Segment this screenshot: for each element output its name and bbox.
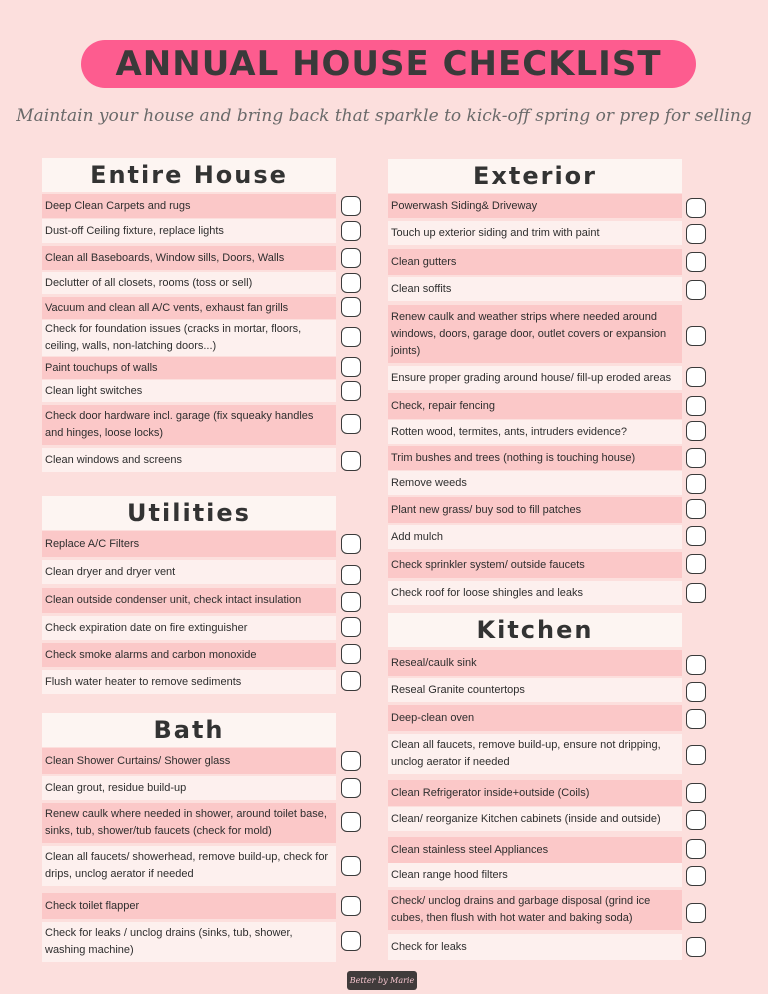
checklist-item: Rotten wood, termites, ants, intruders evidence? bbox=[388, 420, 682, 444]
checklist-item: Check smoke alarms and carbon monoxide bbox=[42, 643, 336, 667]
checkbox[interactable] bbox=[341, 565, 361, 585]
section-title: Exterior bbox=[472, 162, 597, 190]
checkbox[interactable] bbox=[341, 221, 361, 241]
checkbox[interactable] bbox=[341, 451, 361, 471]
checklist-item: Dust-off Ceiling fixture, replace lights bbox=[42, 219, 336, 243]
checkbox[interactable] bbox=[686, 499, 706, 519]
checkbox[interactable] bbox=[686, 367, 706, 387]
checklist-item: Clean Shower Curtains/ Shower glass bbox=[42, 748, 336, 774]
checklist-item: Check roof for loose shingles and leaks bbox=[388, 581, 682, 605]
checklist-item: Ensure proper grading around house/ fill-up eroded areas bbox=[388, 366, 682, 390]
checkbox[interactable] bbox=[341, 856, 361, 876]
checkbox[interactable] bbox=[341, 896, 361, 916]
checkbox[interactable] bbox=[686, 421, 706, 441]
checklist-item: Trim bushes and trees (nothing is touching house) bbox=[388, 446, 682, 470]
checklist-item: Clean dryer and dryer vent bbox=[42, 560, 336, 584]
section-entire-house bbox=[42, 158, 336, 192]
checklist-item: Plant new grass/ buy sod to fill patches bbox=[388, 497, 682, 523]
checklist-item: Clean grout, residue build-up bbox=[42, 776, 336, 800]
checkbox[interactable] bbox=[686, 280, 706, 300]
checklist-item: Remove weeds bbox=[388, 471, 682, 495]
checklist-item: Clean all faucets, remove build-up, ensure not dripping, unclog aerator if needed bbox=[388, 734, 682, 774]
page-title: ANNUAL HOUSE CHECKLIST bbox=[115, 44, 662, 84]
checkbox[interactable] bbox=[341, 592, 361, 612]
checklist-item: Check toilet flapper bbox=[42, 893, 336, 919]
section-exterior bbox=[388, 159, 682, 193]
checklist-item: Check for foundation issues (cracks in mortar, floors, ceiling, walls, non-latching doors...) bbox=[42, 320, 336, 356]
checkbox[interactable] bbox=[686, 745, 706, 765]
checklist-item: Clean range hood filters bbox=[388, 863, 682, 887]
section-title: Entire House bbox=[90, 161, 288, 189]
brand-logo bbox=[347, 971, 417, 990]
checkbox[interactable] bbox=[686, 839, 706, 859]
section-bath bbox=[42, 713, 336, 747]
checklist-item: Add mulch bbox=[388, 525, 682, 549]
checkbox[interactable] bbox=[341, 327, 361, 347]
checkbox[interactable] bbox=[686, 903, 706, 923]
checkbox[interactable] bbox=[686, 252, 706, 272]
checklist-item: Deep Clean Carpets and rugs bbox=[42, 194, 336, 218]
checkbox[interactable] bbox=[341, 644, 361, 664]
checklist-item: Clean all Baseboards, Window sills, Doors, Walls bbox=[42, 246, 336, 270]
checkbox[interactable] bbox=[686, 810, 706, 830]
checklist-item: Check for leaks bbox=[388, 934, 682, 960]
checkbox[interactable] bbox=[686, 937, 706, 957]
checklist-item: Paint touchups of walls bbox=[42, 357, 336, 379]
checklist-item: Clean stainless steel Appliances bbox=[388, 837, 682, 863]
checkbox[interactable] bbox=[686, 326, 706, 346]
checklist-item: Clean soffits bbox=[388, 277, 682, 301]
checkbox[interactable] bbox=[341, 534, 361, 554]
checkbox[interactable] bbox=[686, 396, 706, 416]
checkbox[interactable] bbox=[686, 783, 706, 803]
checkbox[interactable] bbox=[341, 931, 361, 951]
checklist-item: Clean outside condenser unit, check intact insulation bbox=[42, 588, 336, 613]
checklist-item: Deep-clean oven bbox=[388, 705, 682, 731]
brand-logo-text: Better by Marie bbox=[349, 976, 415, 985]
checklist-item: Touch up exterior siding and trim with paint bbox=[388, 221, 682, 245]
checklist-item: Clean/ reorganize Kitchen cabinets (inside and outside) bbox=[388, 807, 682, 831]
checklist-item: Clean light switches bbox=[42, 380, 336, 402]
checkbox[interactable] bbox=[686, 866, 706, 886]
checklist-item: Powerwash Siding& Driveway bbox=[388, 194, 682, 218]
section-title: Utilities bbox=[127, 499, 251, 527]
checkbox[interactable] bbox=[686, 709, 706, 729]
checkbox[interactable] bbox=[686, 224, 706, 244]
checkbox[interactable] bbox=[341, 297, 361, 317]
checklist-item: Reseal Granite countertops bbox=[388, 678, 682, 702]
checklist-item: Clean Refrigerator inside+outside (Coils) bbox=[388, 780, 682, 806]
checkbox[interactable] bbox=[341, 381, 361, 401]
checklist-item: Flush water heater to remove sediments bbox=[42, 670, 336, 694]
checkbox[interactable] bbox=[686, 474, 706, 494]
checkbox[interactable] bbox=[341, 617, 361, 637]
checkbox[interactable] bbox=[341, 812, 361, 832]
checklist-item: Check/ unclog drains and garbage disposal (grind ice cubes, then flush with hot water and baking soda) bbox=[388, 890, 682, 930]
checkbox[interactable] bbox=[341, 671, 361, 691]
checklist-item: Renew caulk where needed in shower, around toilet base, sinks, tub, shower/tub faucets (check for mold) bbox=[42, 803, 336, 843]
section-title: Kitchen bbox=[476, 616, 594, 644]
checklist-item: Vacuum and clean all A/C vents, exhaust fan grills bbox=[42, 297, 336, 319]
checklist-item: Clean windows and screens bbox=[42, 448, 336, 472]
checkbox[interactable] bbox=[686, 655, 706, 675]
checkbox[interactable] bbox=[686, 526, 706, 546]
page-subtitle: Maintain your house and bring back that sparkle to kick-off spring or prep for selling bbox=[16, 106, 752, 126]
checklist-item: Renew caulk and weather strips where needed around windows, doors, garage door, outlet covers or expansion joints) bbox=[388, 305, 682, 363]
checkbox[interactable] bbox=[686, 198, 706, 218]
checklist-item: Clean gutters bbox=[388, 249, 682, 275]
checkbox[interactable] bbox=[341, 357, 361, 377]
checkbox[interactable] bbox=[341, 778, 361, 798]
checklist-item: Reseal/caulk sink bbox=[388, 650, 682, 676]
checklist-item: Clean all faucets/ showerhead, remove build-up, check for drips, unclog aerator if needed bbox=[42, 846, 336, 886]
title-banner bbox=[81, 40, 696, 88]
checkbox[interactable] bbox=[341, 248, 361, 268]
checklist-item: Replace A/C Filters bbox=[42, 531, 336, 557]
checkbox[interactable] bbox=[341, 196, 361, 216]
checkbox[interactable] bbox=[341, 414, 361, 434]
checkbox[interactable] bbox=[686, 583, 706, 603]
checklist-item: Check, repair fencing bbox=[388, 393, 682, 419]
checklist-item: Check expiration date on fire extinguisher bbox=[42, 616, 336, 640]
checkbox[interactable] bbox=[686, 448, 706, 468]
checkbox[interactable] bbox=[341, 751, 361, 771]
checklist-item: Check for leaks / unclog drains (sinks, tub, shower, washing machine) bbox=[42, 922, 336, 962]
section-title: Bath bbox=[153, 716, 225, 744]
checkbox[interactable] bbox=[686, 554, 706, 574]
checklist-item: Check door hardware incl. garage (fix squeaky handles and hinges, loose locks) bbox=[42, 405, 336, 445]
checklist-item: Declutter of all closets, rooms (toss or sell) bbox=[42, 272, 336, 294]
checkbox[interactable] bbox=[341, 273, 361, 293]
section-kitchen bbox=[388, 613, 682, 647]
section-utilities bbox=[42, 496, 336, 530]
checkbox[interactable] bbox=[686, 682, 706, 702]
checklist-item: Check sprinkler system/ outside faucets bbox=[388, 552, 682, 578]
